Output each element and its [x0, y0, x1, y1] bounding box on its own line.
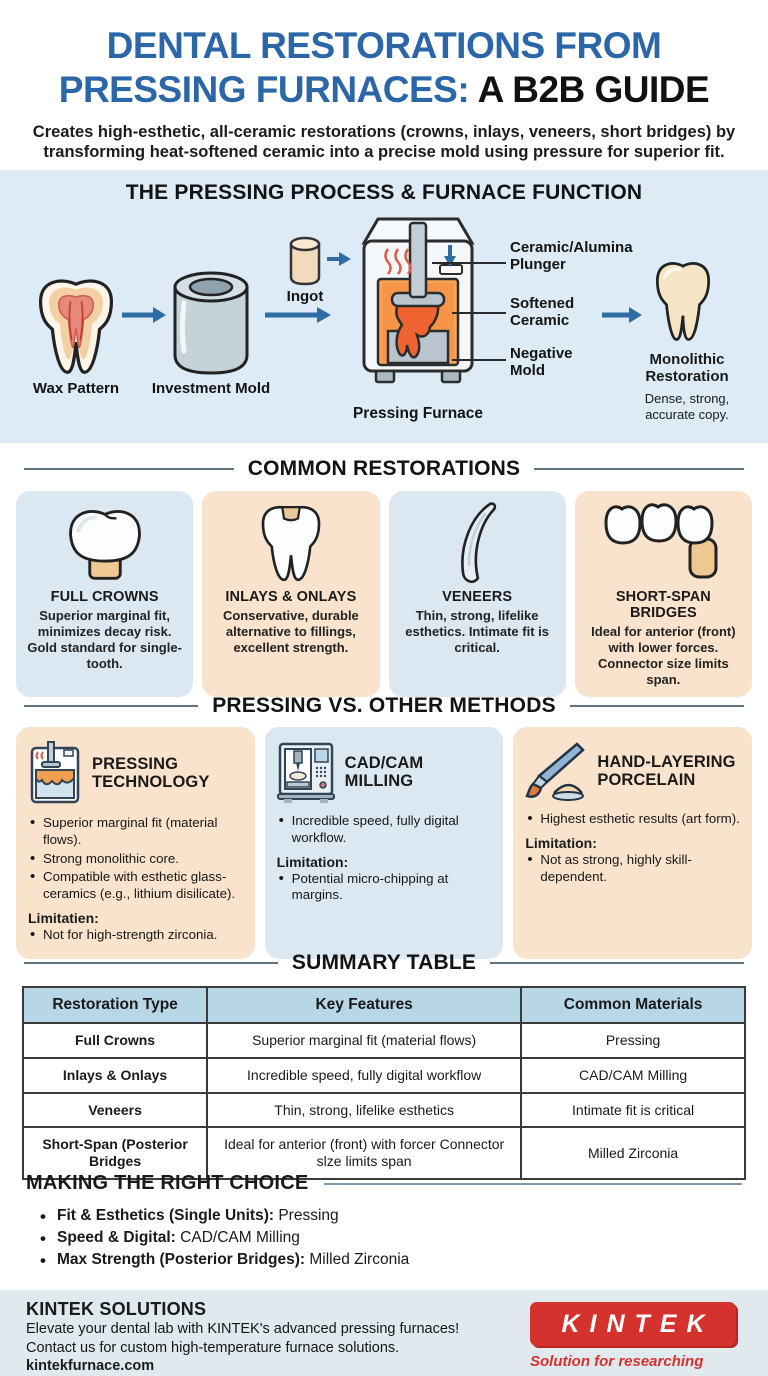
choice-item: [40, 1205, 742, 1227]
table-header-cell: Restoration Type: [23, 987, 207, 1023]
limitation-label: Limitation:: [525, 834, 597, 851]
page-header: [0, 0, 768, 170]
methods-heading-text: PRESSING VS. OTHER METHODS: [212, 694, 556, 717]
callout-line: [432, 262, 506, 264]
choice-item-label: Speed & Digital:: [57, 1229, 176, 1246]
method-bullet: • Highest esthetic results (art form).: [525, 811, 740, 828]
restoration-card-desc: Thin, strong, lifelike esthetics. Intimate fit is critical.: [405, 608, 549, 655]
restoration-card-bridges: [575, 491, 752, 697]
method-card-title: HAND-LAYERING PORCELAIN: [597, 752, 736, 789]
method-cards-row: [0, 718, 768, 959]
method-bullet: • Strong monolithic core.: [28, 851, 243, 868]
table-cell: Incredible speed, fully digital workflow: [207, 1058, 521, 1093]
restorations-section: [0, 443, 768, 687]
process-heading: THE PRESSING PROCESS & FURNACE FUNCTION: [125, 181, 643, 204]
footer-info: [26, 1299, 459, 1376]
table-header-cell: Key Features: [207, 987, 521, 1023]
table-header-row: [23, 987, 745, 1023]
process-arrow-icon: [600, 305, 644, 325]
callout-line: [452, 312, 506, 314]
limitation-list: [277, 871, 492, 905]
page-subtitle: Creates high-esthetic, all-ceramic restorations (crowns, inlays, veneers, short bridges) by transforming heat-softened ceramic into a precise mold using pressure for superior fit.: [32, 122, 736, 162]
process-section: [0, 170, 768, 443]
table-cell: Short-Span (Posterior Bridges: [23, 1127, 207, 1179]
table-row: [23, 1058, 745, 1093]
footer-line2: Contact us for custom high-temperature furnace solutions.: [26, 1340, 400, 1357]
choice-item-value: Milled Zirconia: [309, 1251, 410, 1268]
footer-heading: KINTEK SOLUTIONS: [26, 1299, 207, 1319]
wax-pattern-label: Wax Pattern: [32, 380, 120, 397]
restoration-card-title: INLAYS & ONLAYS: [225, 589, 357, 605]
choice-list: [40, 1205, 742, 1271]
method-card-title: CAD/CAM MILLING: [344, 753, 424, 790]
investment-mold-label: Investment Mold: [151, 380, 271, 397]
method-bullet-list: [28, 815, 243, 903]
restorations-heading: [24, 457, 744, 481]
milling-machine-icon: [277, 740, 335, 804]
limitation-list: [525, 852, 740, 886]
table-cell: Intimate fit is critical: [521, 1093, 745, 1128]
restoration-card-title: FULL CROWNS: [50, 589, 159, 605]
table-header-cell: Common Materials: [521, 987, 745, 1023]
table-cell: Superior marginal fit (material flows): [207, 1023, 521, 1058]
choice-item-label: Fit & Esthetics (Single Units):: [57, 1207, 275, 1224]
kintek-logo: [530, 1299, 742, 1376]
process-diagram: [0, 207, 768, 439]
choice-item-value: Pressing: [278, 1207, 339, 1224]
pressing-furnace-icon: [348, 215, 488, 401]
ingot-icon: [287, 235, 323, 287]
limitation-label: Limitation:: [276, 853, 349, 870]
limitation-bullet: • Not as strong, highly skill-dependent.: [525, 852, 740, 886]
summary-table-section: [0, 938, 768, 1170]
table-row: [23, 1093, 745, 1128]
restoration-card-title: SHORT-SPAN BRIDGES: [615, 589, 711, 621]
table-cell: Full Crowns: [23, 1023, 207, 1058]
veneer-icon: [397, 501, 558, 585]
ingot-label: Ingot: [286, 288, 324, 305]
table-cell: Veneers: [23, 1093, 207, 1128]
restoration-card-desc: Ideal for anterior (front) with lower forces. Connector size limits span.: [591, 624, 736, 687]
restoration-card-inlays: [202, 491, 379, 697]
kintek-tagline: Solution for researching: [530, 1353, 704, 1370]
choice-section: [0, 1158, 768, 1290]
page-title-line2-blue: PRESSING FURNACES:: [58, 69, 470, 111]
crown-icon: [24, 501, 185, 585]
limitation-bullet: • Potential micro-chipping at margins.: [277, 871, 492, 905]
process-arrow-icon: [263, 305, 333, 325]
pressing-furnace-label: Pressing Furnace: [352, 405, 484, 422]
table-cell: Thin, strong, lifelike esthetics: [207, 1093, 521, 1128]
method-card-cadcam: [265, 727, 504, 959]
page-title-line2-black: A B2B GUIDE: [477, 69, 710, 111]
table-cell: Milled Zirconia: [521, 1127, 745, 1179]
softened-ceramic-callout: Softened Ceramic: [510, 295, 575, 330]
press-furnace-icon: [28, 740, 82, 806]
bridge-icon: [583, 501, 744, 585]
inlay-tooth-icon: [210, 501, 371, 585]
restoration-card-veneers: [389, 491, 566, 697]
choice-item: [40, 1227, 742, 1249]
table-row: [23, 1023, 745, 1058]
choice-heading-text: MAKING THE RIGHT CHOICE: [26, 1172, 309, 1194]
method-bullet: • Compatible with esthetic glass-ceramics (e.g., lithium disilicate).: [28, 869, 243, 903]
process-arrow-icon: [120, 305, 168, 325]
summary-table: [22, 986, 746, 1180]
footer-line1: Elevate your dental lab with KINTEK's advanced pressing furnaces!: [26, 1321, 460, 1337]
limitation-bullet: • Not for high-strength zirconia.: [28, 927, 243, 944]
page-title: [0, 24, 768, 113]
restoration-card-title: VENEERS: [442, 589, 513, 605]
restoration-card-desc: Conservative, durable alternative to fillings, excellent strength.: [222, 608, 359, 655]
table-cell: CAD/CAM Milling: [521, 1058, 745, 1093]
monolithic-restoration-desc: Dense, strong, accurate copy.: [644, 391, 730, 422]
choice-item-value: CAD/CAM Milling: [180, 1229, 300, 1246]
methods-section: [0, 682, 768, 942]
method-card-handlayering: [513, 727, 752, 959]
investment-mold-icon: [170, 269, 252, 377]
method-bullet-list: [277, 813, 492, 847]
restorations-heading-text: COMMON RESTORATIONS: [247, 457, 521, 480]
method-bullet: • Superior marginal fit (material flows).: [28, 815, 243, 849]
limitation-label: Limitatien:: [28, 909, 99, 926]
monolithic-restoration-label: Monolithic Restoration: [645, 351, 729, 386]
plunger-callout: Ceramic/Alumina Plunger: [510, 239, 633, 274]
restoration-card-full-crowns: [16, 491, 193, 697]
table-cell: Inlays & Onlays: [23, 1058, 207, 1093]
method-bullet: • Incredible speed, fully digital workflow.: [277, 813, 492, 847]
wax-pattern-tooth-icon: [32, 273, 120, 377]
methods-heading: [24, 694, 744, 718]
restoration-cards-row: [0, 481, 768, 697]
monolithic-tooth-icon: [650, 255, 716, 347]
negative-mold-callout: Negative Mold: [510, 345, 573, 380]
summary-table-heading-text: SUMMARY TABLE: [291, 951, 477, 974]
choice-item-label: Max Strength (Posterior Bridges):: [57, 1251, 306, 1268]
page-title-line1: DENTAL RESTORATIONS FROM: [106, 25, 662, 66]
footer-website-link[interactable]: kintekfurnace.com: [26, 1358, 155, 1375]
footer: [0, 1290, 768, 1376]
method-card-pressing: [16, 727, 255, 959]
callout-line: [452, 359, 506, 361]
table-cell: Pressing: [521, 1023, 745, 1058]
choice-heading: [26, 1172, 742, 1195]
choice-item: [40, 1249, 742, 1271]
brush-icon: [525, 740, 587, 802]
method-bullet-list: [525, 811, 740, 828]
kintek-logo-mark: KINTEK: [530, 1302, 736, 1346]
table-cell: Ideal for anterior (front) with forcer Connector slze limits span: [207, 1127, 521, 1179]
method-card-title: PRESSING TECHNOLOGY: [92, 754, 210, 791]
limitation-list: [28, 927, 243, 944]
restoration-card-desc: Superior marginal fit, minimizes decay risk. Gold standard for single-tooth.: [27, 608, 182, 671]
